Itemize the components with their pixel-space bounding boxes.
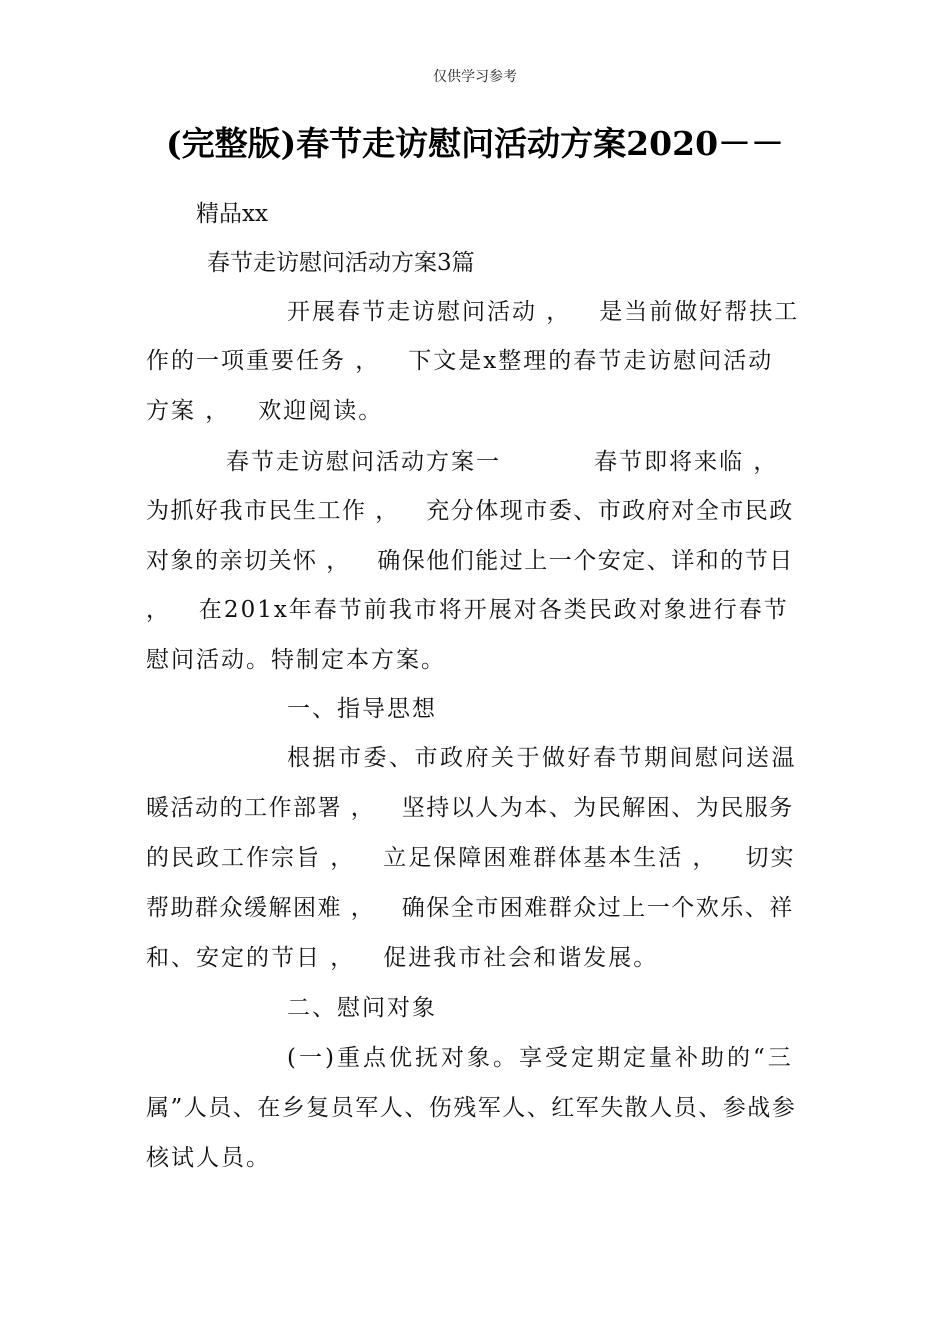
plan1-line-3: 对象的亲切关怀 ， 确保他们能过上一个安定、详和的节日 xyxy=(146,548,794,574)
section1-line-4: 帮助群众缓解困难 ， 确保全市困难群众过上一个欢乐、祥 xyxy=(146,895,794,921)
plan1-line-5: 慰问活动。特制定本方案。 xyxy=(146,647,446,673)
document-title: (完整版)春节走访慰问活动方案2020－－ xyxy=(165,124,785,163)
section1-line-5: 和、安定的节日 ， 促进我市社会和谐发展。 xyxy=(146,945,659,971)
document-subtitle: 春节走访慰问活动方案3篇 xyxy=(207,250,475,276)
plan1-line-1: 春节走访慰问活动方案一 春节即将来临 ， xyxy=(226,449,779,475)
section2-heading: 二、慰问对象 xyxy=(287,995,437,1021)
intro-line-2: 作的一项重要任务 ， 下文是x整理的春节走访慰问活动 xyxy=(146,348,774,374)
section1-line-2: 暖活动的工作部署 ， 坚持以人为本、为民解困、为民服务 xyxy=(146,795,794,821)
plan1-line-4: ， 在201x年春节前我市将开展对各类民政对象进行春节 xyxy=(146,597,789,623)
section2-line-2: 属”人员、在乡复员军人、伤残军人、红军失散人员、参战参 xyxy=(146,1095,797,1121)
section1-line-3: 的民政工作宗旨 ， 立足保障困难群体基本生活 ， 切实 xyxy=(146,845,796,871)
intro-line-3: 方案 ， 欢迎阅读。 xyxy=(146,398,384,424)
section1-line-1: 根据市委、市政府关于做好春节期间慰问送温 xyxy=(287,745,797,771)
header-note: 仅供学习参考 xyxy=(433,69,517,85)
plan1-line-2: 为抓好我市民生工作 ， 充分体现市委、市政府对全市民政 xyxy=(146,498,794,524)
section2-line-1: (一)重点优抚对象。享受定期定量补助的“三 xyxy=(287,1045,794,1071)
section2-line-3: 核试人员。 xyxy=(146,1145,271,1171)
intro-line-1: 开展春节走访慰问活动 ， 是当前做好帮扶工 xyxy=(287,299,800,325)
section1-heading: 一、指导思想 xyxy=(287,696,437,722)
label-jingpin: 精品xx xyxy=(196,201,268,227)
